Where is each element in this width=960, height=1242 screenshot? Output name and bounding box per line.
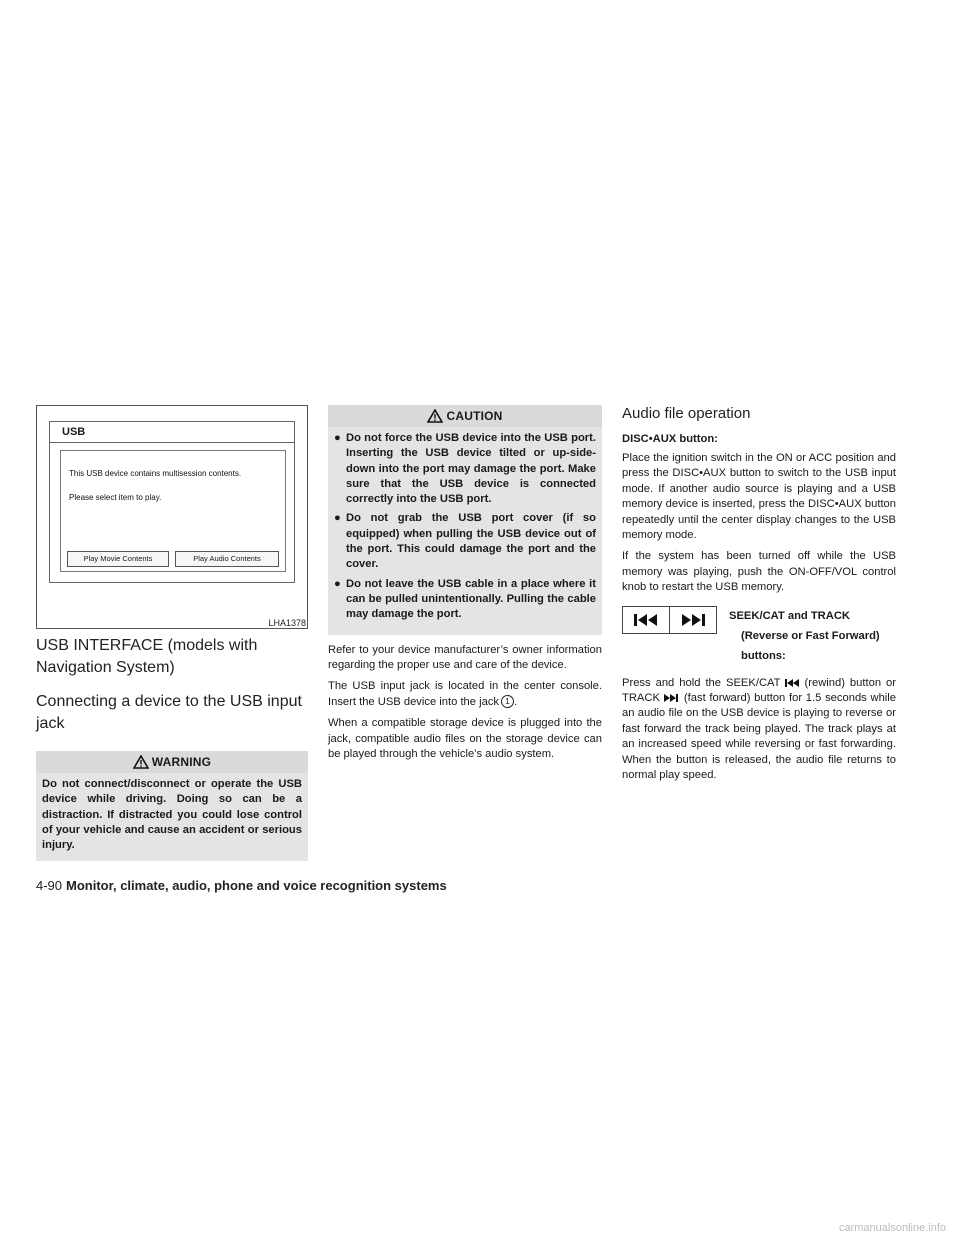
- fast-forward-icon: [661, 693, 683, 703]
- paragraph: When a compatible storage device is plugged into the jack, compatible audio files on the storage device can be played through the vehicle’s audio system.: [328, 717, 602, 760]
- screen-title: USB: [50, 422, 294, 443]
- caution-icon: [427, 409, 443, 423]
- warning-header: [36, 751, 308, 773]
- seek-track-row: [622, 606, 896, 666]
- seek-track-label: SEEK/CAT and TRACK (Reverse or Fast Forward) buttons:: [729, 609, 880, 662]
- paragraph: Refer to your device manufacturer’s owner information regarding the proper use and care of the device.: [328, 643, 602, 671]
- usb-screen-figure: [36, 405, 308, 629]
- warning-title: WARNING: [151, 755, 212, 769]
- page-number: 4-90: [36, 878, 63, 893]
- dialog-message: This USB device contains multisession contents.: [69, 469, 242, 478]
- rewind-icon: [782, 678, 804, 688]
- seek-track-buttons: [622, 606, 717, 634]
- dialog-instruction: Please select item to play.: [69, 493, 162, 502]
- paragraph: If the system has been turned off while the USB memory was playing, push the ON-OFF/VOL control knob to restart the USB memory.: [622, 550, 896, 594]
- caution-item-text: Do not leave the USB cable in a place where it can be pulled unintentionally. Pulling the cable may damage the port.: [346, 577, 596, 621]
- section-heading: USB INTERFACE (models with Navigation System): [36, 637, 258, 676]
- paragraph-seek: Press and hold the SEEK/CAT (rewind) button or TRACK (fast forward) button for 1.5 seconds while an audio file on the USB device is playing to reverse or fast forward the track being played. The track plays at an increased speed while reversing or fast forwarding. When the button is released, the audio file returns to normal play speed.: [622, 676, 896, 782]
- play-movie-button[interactable]: Play Movie Contents: [67, 551, 169, 567]
- caution-item: ● Do not leave the USB cable in a place where it can be pulled unintentionally. Pulling the cable may damage the port.: [334, 577, 596, 623]
- column-right: [622, 405, 896, 784]
- caution-list: [328, 427, 602, 623]
- subsection-heading: Connecting a device to the USB input jack: [36, 693, 302, 732]
- caution-title: CAUTION: [446, 409, 503, 423]
- warning-text: Do not connect/disconnect or operate the USB device while driving. Doing so can be a distraction. If distracted you could lose control of your vehicle and cause an accident or serious injury.: [42, 778, 302, 852]
- caution-item: ● Do not force the USB device into the USB port. Inserting the USB device tilted or up-side-down into the port may damage the port. Make sure that the USB device is connected correctly into the USB port.: [334, 431, 596, 507]
- audio-heading: Audio file operation: [622, 405, 751, 422]
- caution-box: [328, 405, 602, 635]
- callout-marker: 1: [501, 695, 514, 708]
- caution-item: ● Do not grab the USB port cover (if so equipped) when pulling the USB device out of the port. This could damage the port and the cover.: [334, 511, 596, 572]
- skip-forward-icon: [669, 607, 716, 633]
- multisession-dialog: [60, 450, 286, 572]
- caution-item-text: Do not grab the USB port cover (if so equipped) when pulling the USB device out of the port. This could damage the port and the cover.: [346, 512, 596, 571]
- play-audio-button[interactable]: Play Audio Contents: [175, 551, 279, 567]
- column-middle: [328, 405, 602, 762]
- caution-header: [328, 405, 602, 427]
- column-left: [36, 405, 308, 861]
- watermark: carmanualsonline.info: [838, 1222, 946, 1234]
- warning-box: [36, 751, 308, 861]
- paragraph-jack: The USB input jack is located in the center console. Insert the USB device into the jack 1 .: [328, 680, 602, 708]
- figure-id: LHA1378: [268, 618, 306, 628]
- skip-back-icon: [623, 607, 669, 633]
- page-footer: [36, 878, 447, 893]
- caution-item-text: Do not force the USB device into the USB port. Inserting the USB device tilted or up-side-down into the port may damage the port. Make sure that the USB device is connected correctly into the USB port.: [346, 432, 596, 506]
- section-title: Monitor, climate, audio, phone and voice recognition systems: [66, 878, 447, 893]
- paragraph: Place the ignition switch in the ON or ACC position and press the DISC•AUX button to switch to the USB input mode. If another audio source is playing and a USB memory device is inserted, press the DISC•AUX button repeatedly until the center display changes to the USB memory mode.: [622, 452, 896, 542]
- usb-screen: [49, 421, 295, 583]
- disc-aux-label: DISC•AUX button:: [622, 433, 718, 445]
- warning-icon: [133, 755, 149, 769]
